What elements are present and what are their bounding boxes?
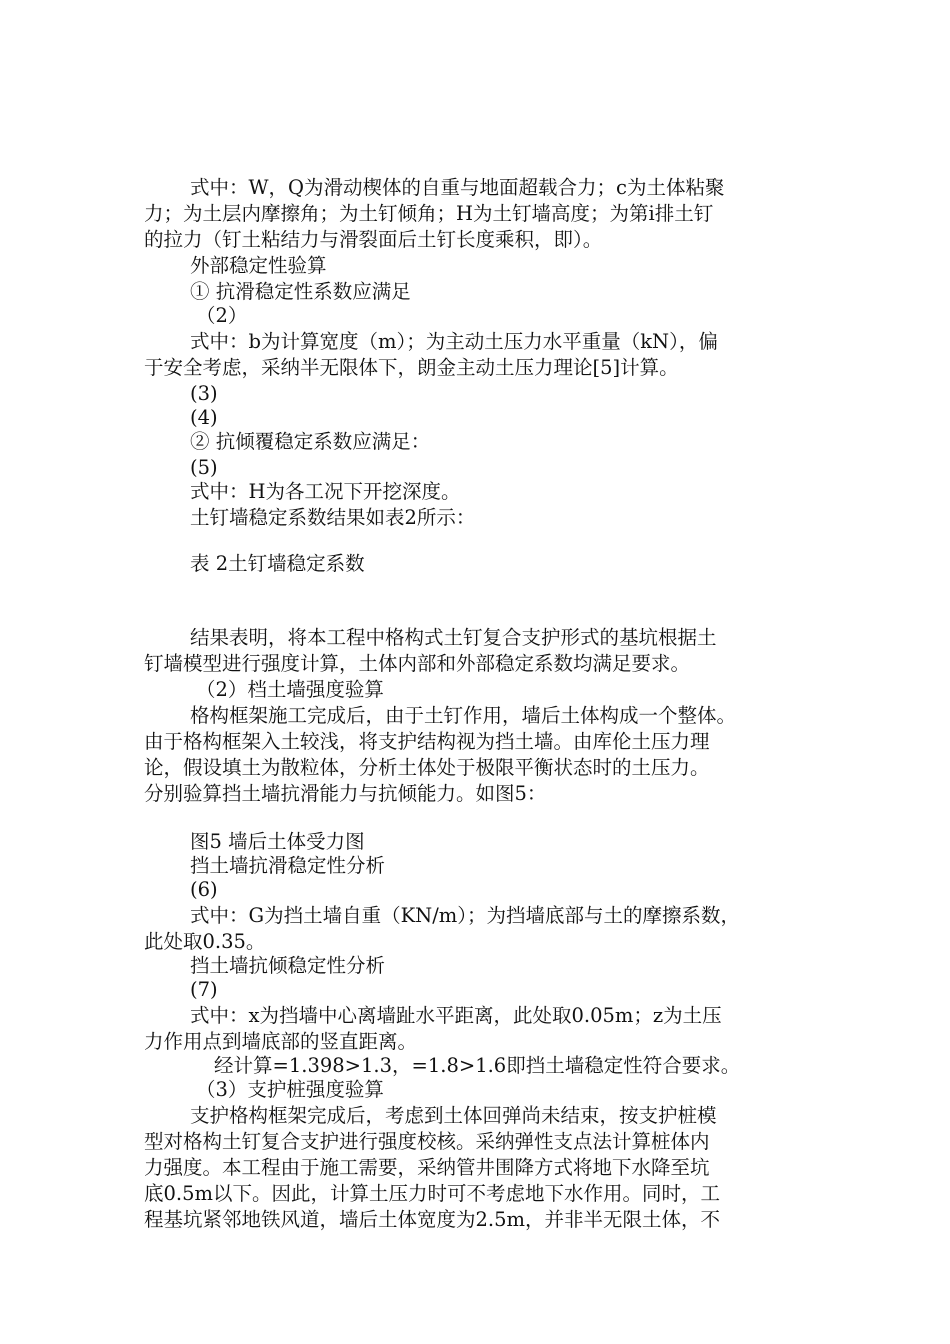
paragraph-line: 支护格构框架完成后，考虑到土体回弹尚未结束，按支护桩模 — [190, 1104, 717, 1127]
section-heading: 挡土墙抗滑稳定性分析 — [190, 854, 386, 877]
paragraph-line: 的拉力（钉土粘结力与滑裂面后土钉长度乘积，即）。 — [144, 228, 603, 251]
paragraph-line: 程基坑紧邻地铁风道，墙后土体宽度为2.5m，并非半无限土体，不 — [144, 1208, 721, 1231]
equation-number: (5) — [190, 456, 218, 479]
paragraph-line: 由于格构框架入土较浅，将支护结构视为挡土墙。由库伦土压力理 — [144, 730, 710, 753]
paragraph-line: 底0.5m以下。因此，计算土压力时可不考虑地下水作用。同时，工 — [144, 1182, 721, 1205]
paragraph-line: 经计算=1.398>1.3，=1.8>1.6即挡土墙稳定性符合要求。 — [214, 1054, 741, 1077]
paragraph-line: 此处取0.35。 — [144, 930, 266, 953]
paragraph-line: 钉墙模型进行强度计算，土体内部和外部稳定系数均满足要求。 — [144, 652, 691, 675]
equation-number: (7) — [190, 978, 218, 1001]
paragraph-line: 于安全考虑，采纳半无限体下，朗金主动土压力理论[5]计算。 — [144, 356, 679, 379]
paragraph-line: 式中：b为计算宽度（m）；为主动土压力水平重量（kN），偏 — [190, 330, 718, 353]
equation-number: （2） — [196, 304, 248, 327]
section-heading: 挡土墙抗倾稳定性分析 — [190, 954, 386, 977]
paragraph-line: 力强度。本工程由于施工需要，采纳管井围降方式将地下水降至坑 — [144, 1156, 710, 1179]
paragraph-line: 力；为土层内摩擦角；为土钉倾角；H为土钉墙高度；为第i排土钉 — [144, 202, 714, 225]
section-heading: 外部稳定性验算 — [190, 254, 327, 277]
equation-number: (4) — [190, 406, 218, 429]
paragraph-line: 格构框架施工完成后，由于土钉作用，墙后土体构成一个整体。 — [190, 704, 737, 727]
figure-caption: 图5 墙后土体受力图 — [190, 830, 365, 853]
section-heading: （3）支护桩强度验算 — [196, 1078, 384, 1101]
paragraph-line: 力作用点到墙底部的竖直距离。 — [144, 1030, 418, 1053]
paragraph-line: 论，假设填土为散粒体，分析土体处于极限平衡状态时的土压力。 — [144, 756, 710, 779]
paragraph-line: 式中：W，Q为滑动楔体的自重与地面超载合力；c为土体粘聚 — [190, 176, 725, 199]
paragraph-line: 式中：x为挡墙中心离墙趾水平距离，此处取0.05m；z为土压 — [190, 1004, 722, 1027]
paragraph-line: 土钉墙稳定系数结果如表2所示： — [190, 506, 476, 529]
paragraph-line: ① 抗滑稳定性系数应满足 — [190, 280, 411, 303]
paragraph-line: ② 抗倾覆稳定系数应满足： — [190, 430, 431, 453]
paragraph-line: 分别验算挡土墙抗滑能力与抗倾能力。如图5： — [144, 782, 547, 805]
equation-number: (6) — [190, 878, 218, 901]
paragraph-line: 式中：H为各工况下开挖深度。 — [190, 480, 461, 503]
equation-number: (3) — [190, 382, 218, 405]
paragraph-line: 式中：G为挡土墙自重（KN/m）；为挡墙底部与土的摩擦系数， — [190, 904, 741, 927]
section-heading: （2）档土墙强度验算 — [196, 678, 384, 701]
paragraph-line: 型对格构土钉复合支护进行强度校核。采纳弹性支点法计算桩体内 — [144, 1130, 710, 1153]
table-caption: 表 2土钉墙稳定系数 — [190, 552, 365, 575]
paragraph-line: 结果表明，将本工程中格构式土钉复合支护形式的基坑根据土 — [190, 626, 717, 649]
